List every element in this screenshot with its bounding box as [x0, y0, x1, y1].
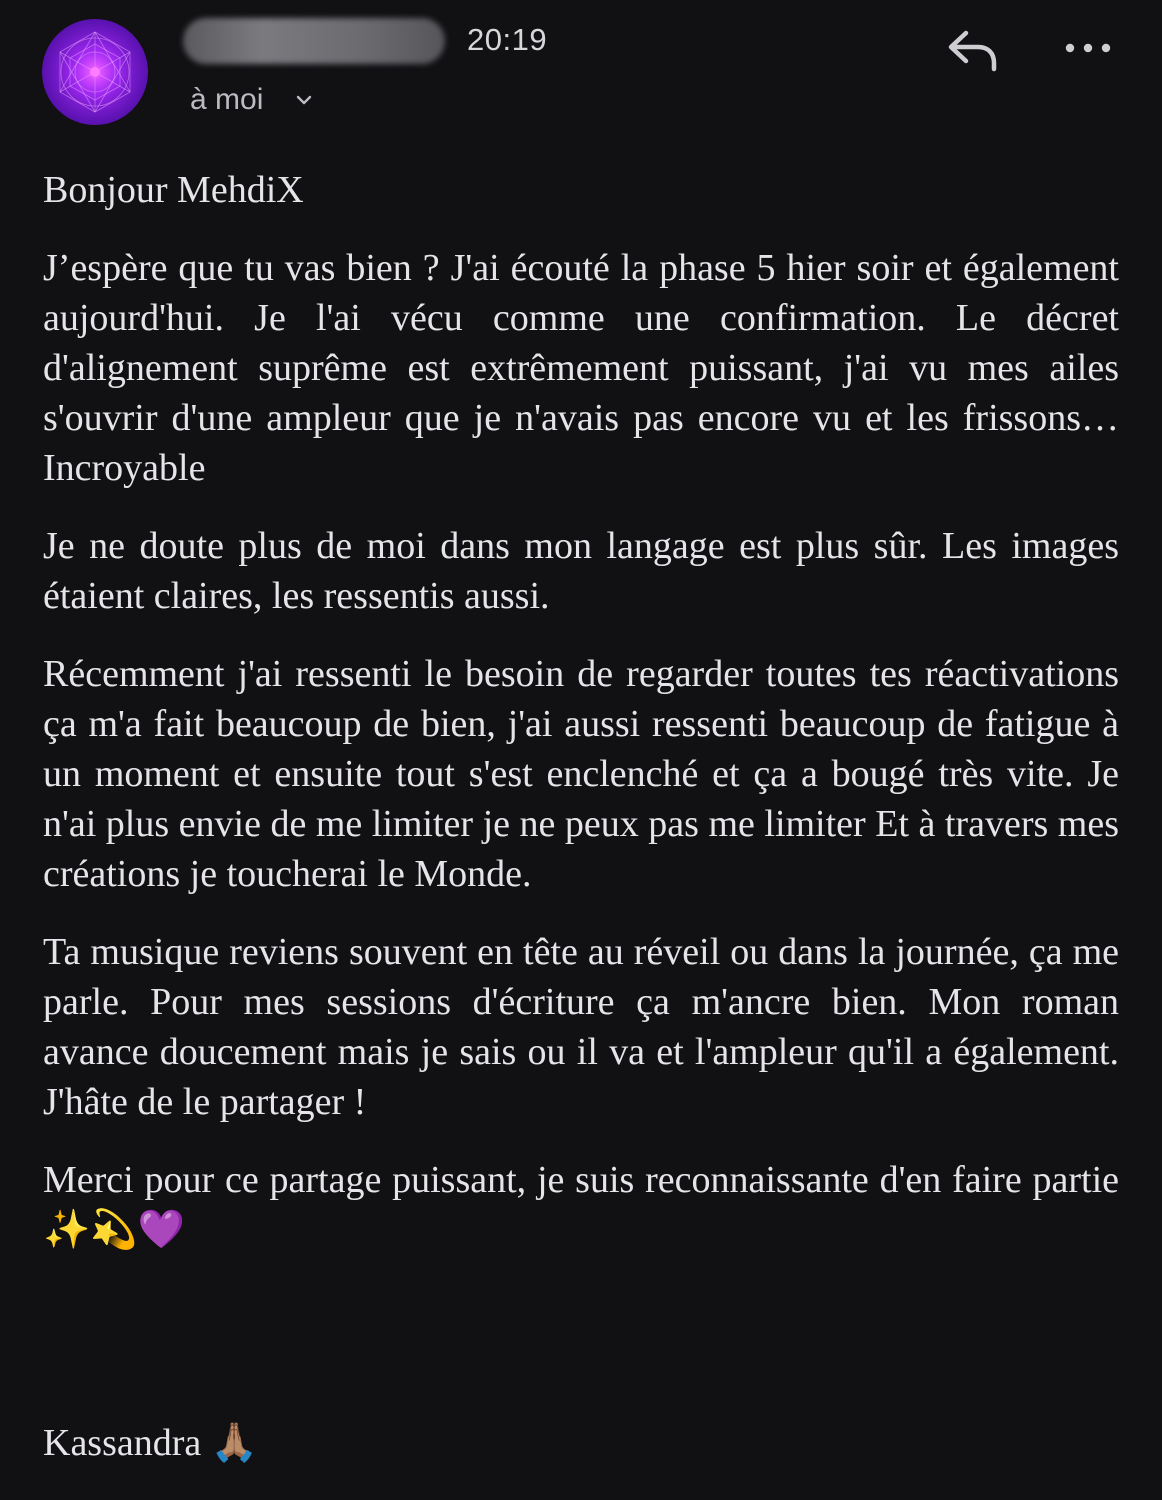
- signature: Kassandra 🙏🏽: [43, 1422, 259, 1464]
- paragraph: Ta musique reviens souvent en tête au réveil ou dans la journée, ça me parle. Pour mes sessions d'écriture ça m'ancre bien. Mon roman avance doucement mais je sais ou il va et l'ampleur qu'il a également. J'hâte de le partager !: [43, 931, 1119, 1123]
- message-time: 20:19: [467, 22, 548, 57]
- paragraph: J’espère que tu vas bien ? J'ai écouté la phase 5 hier soir et également aujourd'hui. Je l'ai vécu comme une confirmation. Le décret d'alignement suprême est extrêmement puissant, j'ai vu mes ailes s'ouvrir d'une ampleur que je n'avais pas encore vu et les frissons… Incroyable: [43, 247, 1119, 489]
- sender-name-redacted[interactable]: [183, 18, 445, 64]
- greeting: Bonjour MehdiX: [43, 169, 304, 211]
- email-header: [0, 0, 1162, 150]
- more-options-icon[interactable]: [1064, 38, 1112, 58]
- sender-avatar[interactable]: [42, 19, 148, 125]
- recipient-label: à moi: [190, 83, 264, 116]
- paragraph: Merci pour ce partage puissant, je suis reconnaissante d'en faire partie ✨💫💜: [43, 1159, 1119, 1251]
- chevron-down-icon: [293, 89, 315, 111]
- recipient-toggle[interactable]: [190, 83, 315, 117]
- paragraph: Je ne doute plus de moi dans mon langage est plus sûr. Les images étaient claires, les ressentis aussi.: [43, 525, 1119, 617]
- geometric-pattern-icon: [42, 19, 148, 125]
- paragraph: Récemment j'ai ressenti le besoin de regarder toutes tes réactivations ça m'a fait beaucoup de bien, j'ai aussi ressenti beaucoup de fatigue à un moment et ensuite tout s'est enclenché et ça a bougé très vite. Je n'ai plus envie de me limiter je ne peux pas me limiter Et à travers mes créations je toucherai le Monde.: [43, 653, 1119, 895]
- message-body: [43, 165, 1119, 1283]
- reply-icon[interactable]: [944, 27, 1000, 73]
